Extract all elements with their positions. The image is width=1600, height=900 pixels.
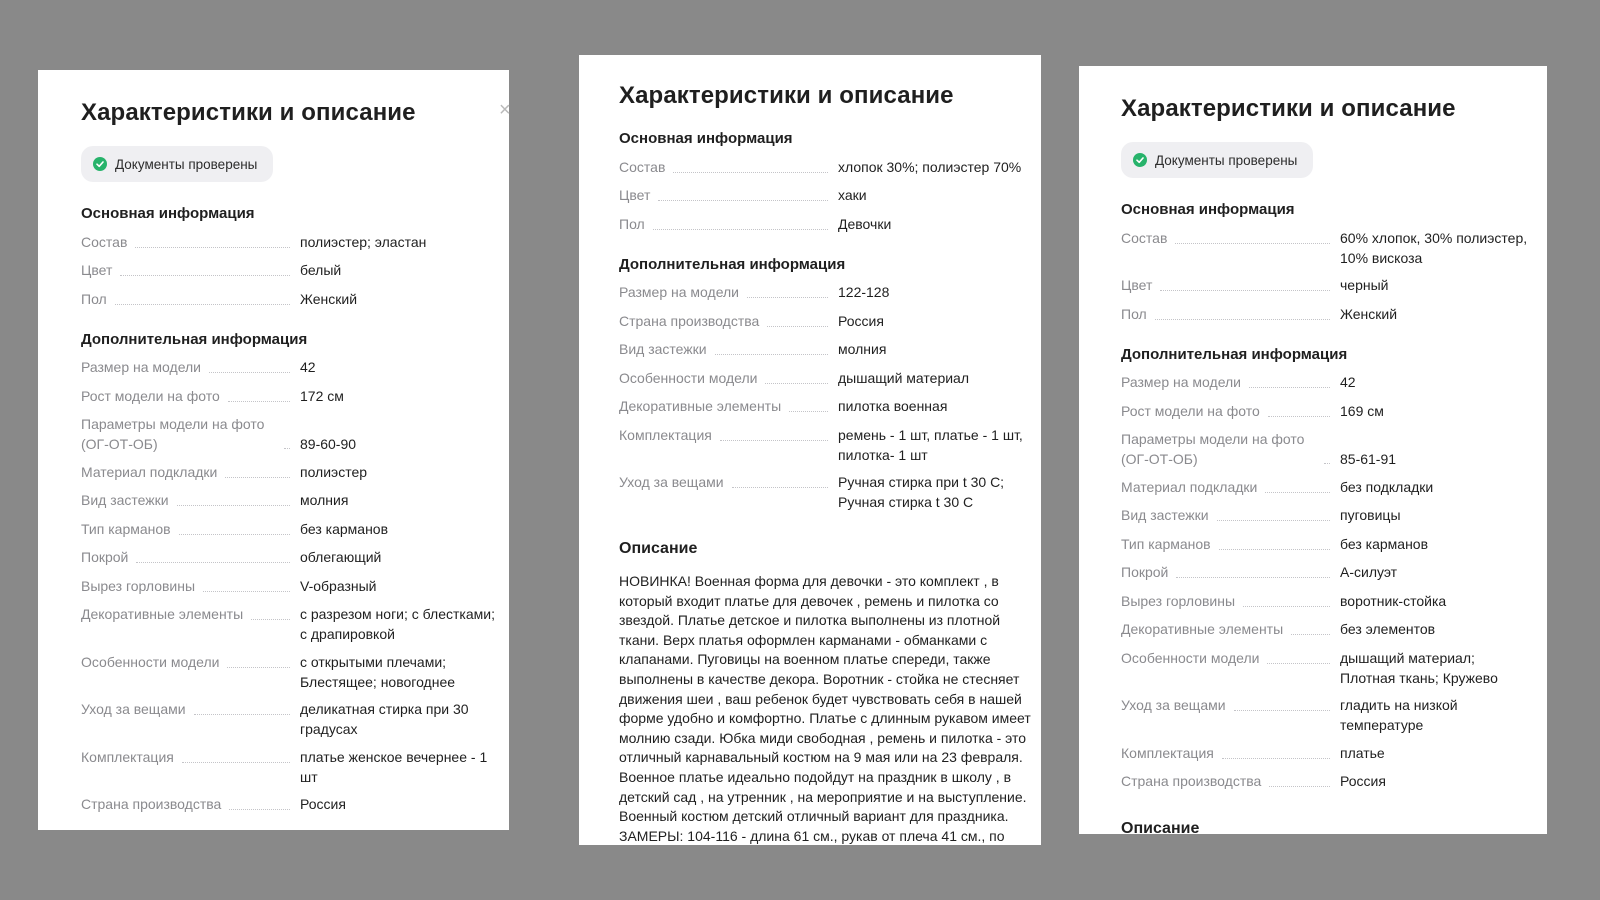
spec-value: 60% хлопок, 30% полиэстер, 10% вискоза <box>1340 229 1528 266</box>
section-title-extra: Дополнительная информация <box>81 330 308 348</box>
spec-label: Особенности модели <box>81 653 220 670</box>
spec-value: 85-61-91 <box>1340 451 1397 467</box>
spec-label: Размер на модели <box>619 284 739 300</box>
badge-label: Документы проверены <box>1155 152 1298 168</box>
dotted-leader <box>1268 415 1330 417</box>
spec-label: Комплектация <box>619 426 712 443</box>
spec-value: А-силуэт <box>1340 564 1398 580</box>
spec-label-cell <box>81 747 300 768</box>
dotted-leader <box>135 246 290 248</box>
section-title-main: Основная информация <box>619 130 793 147</box>
dotted-leader <box>136 561 290 563</box>
spec-row <box>619 339 1041 360</box>
spec-row <box>81 289 509 310</box>
spec-value: платье <box>1340 744 1385 761</box>
spec-list-extra <box>619 282 1041 512</box>
spec-value: 172 см <box>300 387 344 404</box>
spec-label-cell <box>81 519 300 540</box>
spec-label: Тип карманов <box>1121 535 1211 552</box>
characteristics-panel <box>1079 66 1547 837</box>
dotted-leader <box>1234 709 1330 711</box>
spec-label: Тип карманов <box>81 520 171 537</box>
spec-label-cell <box>81 386 300 407</box>
spec-value: гладить на низкой температуре <box>1340 697 1458 733</box>
documents-verified-badge <box>81 146 273 182</box>
spec-value: Женский <box>300 290 358 307</box>
spec-row <box>1121 401 1547 422</box>
spec-value: Россия <box>300 796 346 812</box>
spec-row <box>1121 429 1547 469</box>
spec-label-cell <box>1121 304 1340 325</box>
spec-row <box>1121 771 1547 792</box>
spec-row <box>1121 275 1547 296</box>
spec-value: без подкладки <box>1340 478 1434 495</box>
spec-value: Девочки <box>838 215 892 232</box>
section-title-extra: Дополнительная информация <box>619 255 846 273</box>
spec-row <box>1121 562 1547 583</box>
spec-row <box>81 462 509 483</box>
spec-value: Россия <box>838 312 884 329</box>
spec-label: Рост модели на фото <box>81 387 220 404</box>
spec-value: с разрезом ноги; с блестками; с драпировкой <box>300 606 495 642</box>
spec-label: Параметры модели на фото (ОГ-ОТ-ОБ) <box>81 416 265 452</box>
spec-label: Декоративные элементы <box>1121 621 1284 637</box>
dotted-leader <box>120 274 290 276</box>
dotted-leader <box>284 447 290 449</box>
dotted-leader <box>1160 289 1330 291</box>
spec-label-cell <box>1121 401 1340 422</box>
spec-label: Пол <box>1121 305 1147 322</box>
dotted-leader <box>1267 662 1330 664</box>
characteristics-panel <box>38 70 509 830</box>
spec-row <box>1121 477 1547 498</box>
dotted-leader <box>1176 576 1330 578</box>
spec-label-cell <box>1121 771 1340 792</box>
spec-label: Комплектация <box>81 748 174 765</box>
spec-label: Уход за вещами <box>1121 697 1226 713</box>
spec-row <box>81 414 509 454</box>
dotted-leader <box>179 533 290 535</box>
spec-label-cell <box>1121 743 1340 764</box>
spec-row <box>81 604 509 644</box>
spec-label: Рост модели на фото <box>1121 402 1260 419</box>
spec-label-cell <box>81 289 300 310</box>
spec-row <box>1121 695 1547 735</box>
documents-verified-badge <box>1121 142 1313 178</box>
check-circle-icon <box>93 157 107 171</box>
spec-label: Размер на модели <box>81 359 201 375</box>
spec-value: Россия <box>1340 773 1386 789</box>
description-text: НОВИНКА! Военная форма для девочки - это комплект , в который входит платье для девочек , ремень и пилотка со звездой. Платье детское и пилотка выполнены из плотной ткани. Верх платья оформлен карманами - обманками с клапанами. Пуговицы на военном платье спереди, также выполнены в качестве декора. Воротник - стойка не стесняет движения шеи , ваш ребенок будет чувствовать себя в нашей форме удобно и комфортно. Платье с длинным рукавом имеет молнию сзади. Юбка миди свободная , ремень и пилотка - это отличный карнавальный костюм на 9 мая или на 23 февраля. Военное платье идеально подойдут на праздник в школу , в детский сад , на утренник , на мероприятие и на выступление. Военный костюм детский отличный вариант для праздника. ЗАМЕРЫ: 104-116 - длина 61 см., рукав от плеча 41 см., по <box>619 573 1031 844</box>
spec-value: хаки <box>838 187 867 203</box>
characteristics-panel <box>579 55 1041 845</box>
spec-row <box>81 260 509 281</box>
dotted-leader <box>747 296 828 298</box>
spec-row <box>81 576 509 597</box>
spec-row <box>81 519 509 540</box>
dotted-leader <box>1155 318 1330 320</box>
spec-value: Ручная стирка при t 30 С; Ручная стирка t 30 С <box>838 474 1005 510</box>
spec-value: молния <box>300 492 349 508</box>
spec-value: полиэстер <box>300 463 368 480</box>
spec-label: Состав <box>619 158 666 175</box>
spec-label: Вид застежки <box>81 492 169 508</box>
section-title-extra: Дополнительная информация <box>1121 345 1348 363</box>
spec-row <box>619 311 1041 332</box>
spec-label-cell <box>1121 562 1340 583</box>
spec-label: Вид застежки <box>619 341 707 357</box>
dotted-leader <box>732 486 828 488</box>
check-circle-icon <box>1133 153 1147 167</box>
spec-label: Уход за вещами <box>81 701 186 717</box>
spec-label-cell <box>81 260 300 281</box>
spec-label: Вырез горловины <box>1121 592 1236 609</box>
dotted-leader <box>1243 605 1330 607</box>
spec-value: деликатная стирка при 30 градусах <box>300 701 469 737</box>
description-title: Описание <box>1121 820 1200 837</box>
spec-label: Вырез горловины <box>81 577 196 594</box>
panel-title: Характеристики и описание <box>81 99 416 126</box>
dotted-leader <box>653 228 828 230</box>
spec-label-cell <box>619 339 838 360</box>
spec-value: 42 <box>1340 374 1356 390</box>
section-title-main: Основная информация <box>1121 201 1295 218</box>
spec-label: Особенности модели <box>619 369 758 386</box>
dotted-leader <box>227 666 290 668</box>
spec-label-cell <box>1121 505 1340 526</box>
dotted-leader <box>251 618 290 620</box>
dotted-leader <box>765 382 828 384</box>
spec-label-cell <box>619 185 838 206</box>
spec-list-main <box>81 232 509 310</box>
dotted-leader <box>229 808 290 810</box>
spec-label-cell <box>81 652 300 673</box>
spec-value: воротник-стойка <box>1340 592 1447 609</box>
spec-list-extra <box>1121 372 1547 792</box>
spec-value: полиэстер; эластан <box>300 233 427 250</box>
spec-value: дышащий материал; Плотная ткань; Кружево <box>1340 649 1498 686</box>
spec-value: 42 <box>300 359 316 375</box>
dotted-leader <box>720 439 828 441</box>
spec-value: хлопок 30%; полиэстер 70% <box>838 158 1022 175</box>
spec-label: Покрой <box>81 549 129 565</box>
spec-list-main <box>1121 228 1547 325</box>
dotted-leader <box>767 325 828 327</box>
dotted-leader <box>1175 242 1330 244</box>
dotted-leader <box>1249 386 1330 388</box>
spec-label: Декоративные элементы <box>81 606 244 622</box>
spec-label-cell <box>81 547 300 568</box>
section-title-main: Основная информация <box>81 205 255 222</box>
spec-label: Материал подкладки <box>81 463 218 480</box>
description-title: Описание <box>619 540 698 557</box>
dotted-leader <box>1219 548 1330 550</box>
dotted-leader <box>658 199 828 201</box>
spec-label-cell <box>1121 372 1340 393</box>
spec-row <box>619 185 1041 206</box>
spec-row <box>1121 534 1547 555</box>
spec-row <box>81 490 509 511</box>
spec-label-cell <box>1121 619 1340 640</box>
spec-label-cell <box>81 699 300 720</box>
spec-row <box>1121 304 1547 325</box>
spec-label-cell <box>1121 228 1340 249</box>
spec-label: Страна производства <box>81 796 222 812</box>
spec-row <box>81 232 509 253</box>
spec-value: пуговицы <box>1340 507 1401 523</box>
dotted-leader <box>115 303 290 305</box>
spec-label-cell <box>619 368 838 389</box>
dotted-leader <box>789 410 828 412</box>
spec-row <box>81 652 509 692</box>
dotted-leader <box>1291 633 1330 635</box>
spec-label-cell <box>619 282 838 303</box>
spec-label-cell <box>81 604 300 625</box>
spec-row <box>619 396 1041 417</box>
spec-label-cell <box>1121 477 1340 498</box>
spec-label-cell <box>619 472 838 493</box>
spec-label: Состав <box>1121 229 1168 246</box>
spec-label-cell <box>619 425 838 446</box>
spec-label-cell <box>81 462 300 483</box>
close-icon[interactable]: × <box>499 99 511 121</box>
spec-row <box>619 368 1041 389</box>
dotted-leader <box>1324 462 1330 464</box>
spec-label: Размер на модели <box>1121 374 1241 390</box>
spec-label: Страна производства <box>1121 773 1262 789</box>
spec-row <box>81 357 509 378</box>
spec-value: дышащий материал <box>838 369 970 386</box>
spec-row <box>81 547 509 568</box>
spec-row <box>81 386 509 407</box>
spec-value: белый <box>300 262 342 278</box>
spec-value: Женский <box>1340 305 1398 322</box>
spec-row <box>619 425 1041 465</box>
spec-row <box>1121 505 1547 526</box>
spec-value: молния <box>838 341 887 357</box>
spec-label: Уход за вещами <box>619 474 724 490</box>
spec-row <box>81 747 509 787</box>
spec-label: Декоративные элементы <box>619 398 782 414</box>
dotted-leader <box>1265 491 1330 493</box>
dotted-leader <box>209 371 290 373</box>
spec-value: без карманов <box>1340 535 1429 552</box>
spec-label-cell <box>1121 534 1340 555</box>
spec-label: Состав <box>81 233 128 250</box>
spec-value: ремень - 1 шт, платье - 1 шт, пилотка- 1 шт <box>838 426 1023 463</box>
spec-row <box>1121 372 1547 393</box>
spec-value: черный <box>1340 277 1389 293</box>
spec-label-cell <box>1121 648 1340 669</box>
spec-value: без карманов <box>300 520 389 537</box>
dotted-leader <box>177 504 290 506</box>
spec-row <box>1121 648 1547 688</box>
spec-row <box>619 282 1041 303</box>
dotted-leader <box>228 400 290 402</box>
spec-label-cell <box>81 232 300 253</box>
spec-label: Материал подкладки <box>1121 478 1258 495</box>
spec-label: Особенности модели <box>1121 649 1260 666</box>
spec-label: Комплектация <box>1121 744 1214 761</box>
spec-label: Вид застежки <box>1121 507 1209 523</box>
spec-row <box>619 214 1041 235</box>
badge-label: Документы проверены <box>115 156 258 172</box>
spec-label: Цвет <box>81 262 113 278</box>
spec-label: Параметры модели на фото (ОГ-ОТ-ОБ) <box>1121 431 1305 467</box>
spec-label-cell <box>619 214 838 235</box>
spec-label-cell <box>619 157 838 178</box>
spec-list-extra <box>81 357 509 815</box>
spec-row <box>619 472 1041 512</box>
spec-label-cell <box>81 794 300 815</box>
panel-title: Характеристики и описание <box>619 82 954 109</box>
spec-list-main <box>619 157 1041 235</box>
spec-label-cell <box>1121 275 1340 296</box>
dotted-leader <box>715 353 828 355</box>
spec-label: Пол <box>81 290 107 307</box>
spec-value: без элементов <box>1340 621 1436 637</box>
dotted-leader <box>1217 519 1330 521</box>
panel-title: Характеристики и описание <box>1121 95 1456 122</box>
spec-value: V-образный <box>300 577 377 594</box>
spec-row <box>1121 619 1547 640</box>
spec-value: с открытыми плечами; Блестящее; новогоднее <box>300 653 456 690</box>
dotted-leader <box>1269 785 1330 787</box>
spec-label: Покрой <box>1121 564 1169 580</box>
spec-value: платье женское вечернее - 1 шт <box>300 748 488 785</box>
spec-label-cell <box>1121 591 1340 612</box>
spec-value: 122-128 <box>838 284 890 300</box>
dotted-leader <box>225 476 290 478</box>
spec-value: 169 см <box>1340 402 1384 419</box>
dotted-leader <box>203 590 290 592</box>
spec-label: Страна производства <box>619 312 760 329</box>
spec-label-cell <box>619 396 838 417</box>
spec-row <box>619 157 1041 178</box>
spec-row <box>81 794 509 815</box>
spec-row <box>1121 591 1547 612</box>
dotted-leader <box>182 761 290 763</box>
spec-row <box>1121 743 1547 764</box>
spec-value: пилотка военная <box>838 398 948 414</box>
spec-label-cell <box>619 311 838 332</box>
dotted-leader <box>194 713 290 715</box>
spec-label-cell <box>1121 429 1340 469</box>
spec-label-cell <box>81 576 300 597</box>
spec-label: Пол <box>619 215 645 232</box>
spec-label: Цвет <box>1121 277 1153 293</box>
spec-value: облегающий <box>300 549 382 565</box>
spec-label-cell <box>1121 695 1340 716</box>
spec-row <box>1121 228 1547 268</box>
spec-label: Цвет <box>619 187 651 203</box>
spec-label-cell <box>81 357 300 378</box>
spec-value: 89-60-90 <box>300 436 357 452</box>
dotted-leader <box>1222 757 1330 759</box>
spec-row <box>81 699 509 739</box>
dotted-leader <box>673 171 828 173</box>
spec-label-cell <box>81 490 300 511</box>
spec-label-cell <box>81 414 300 454</box>
